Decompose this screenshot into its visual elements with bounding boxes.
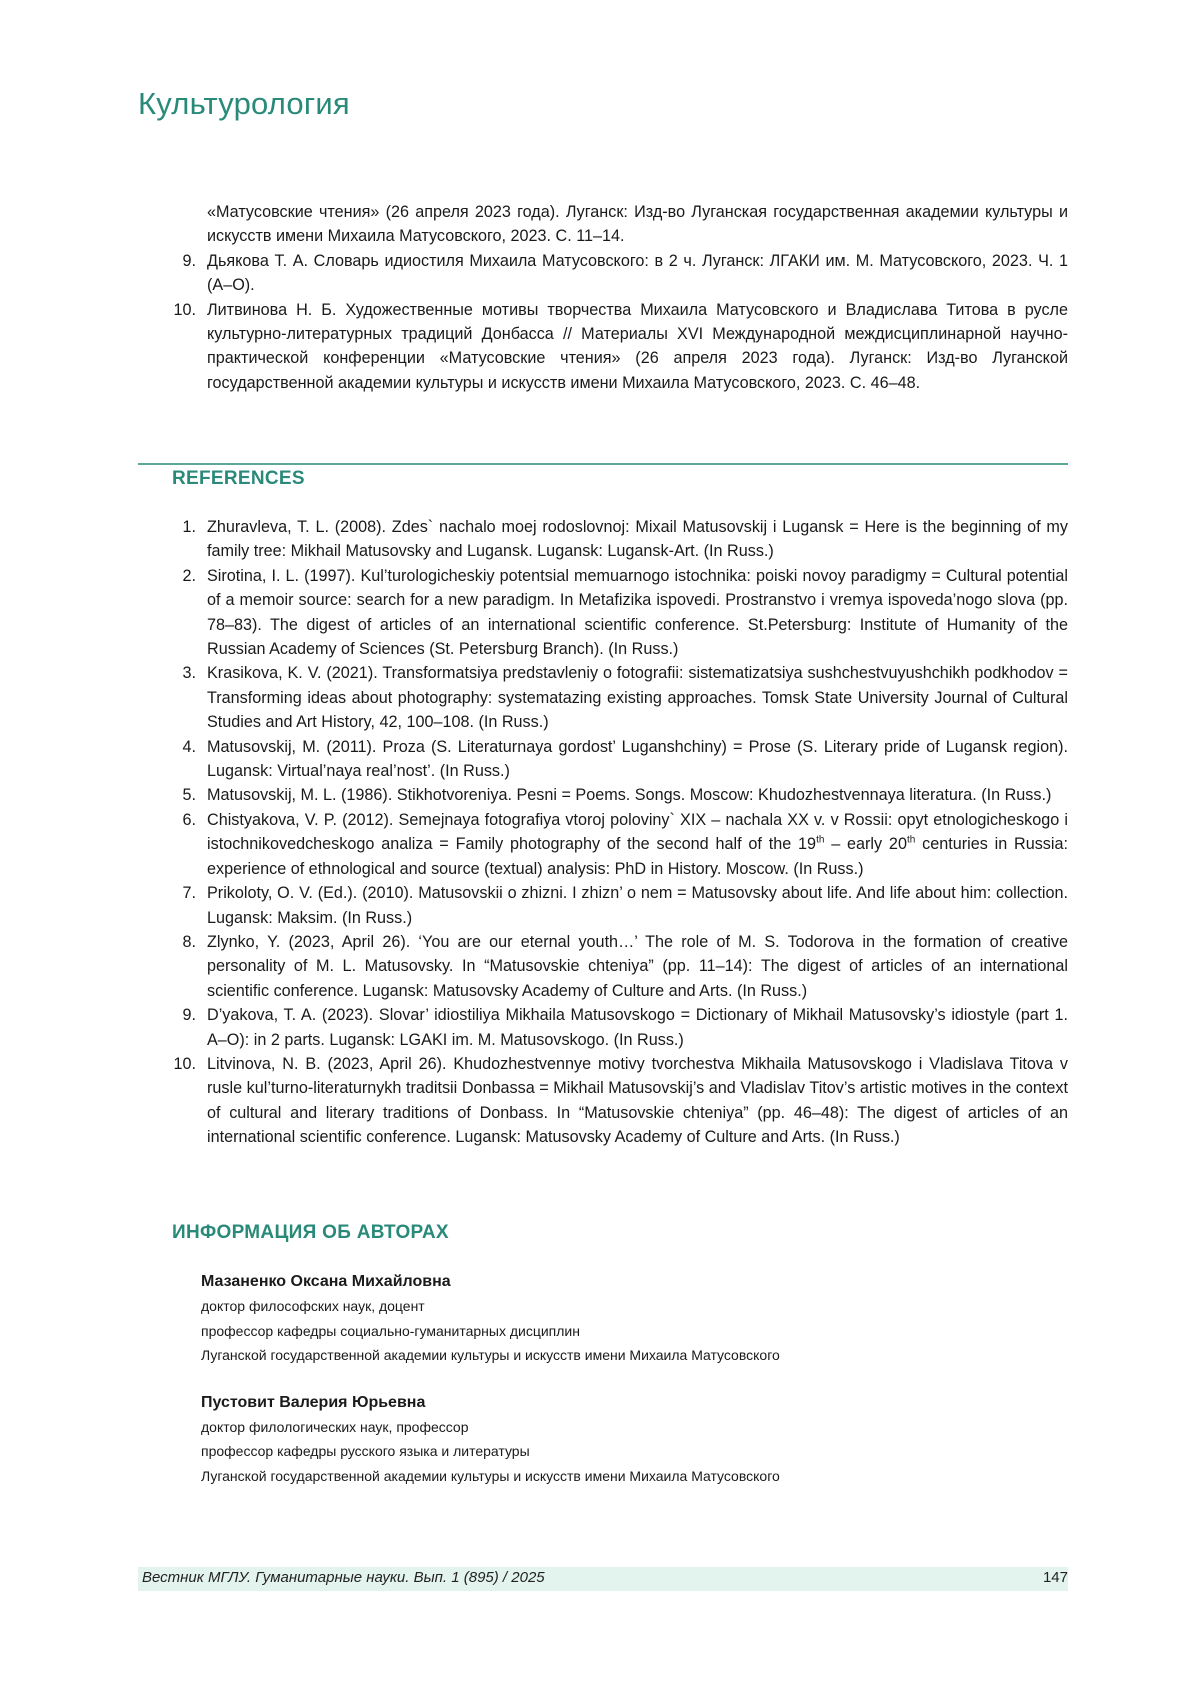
reference-number: 6. (182, 810, 196, 829)
reference-text-part: centuries in Russia: experience of ethnological and source (textual) analysis: PhD in History. Moscow. (In Russ.) (207, 835, 1068, 878)
reference-text: Zlynko, Y. (2023, April 26). ‘You are our eternal youth…’ The role of M. S. Todorova in the formation of creative personality of M. L. Matusovsky. In “Matusovskie chteniya” (pp. 11–14): The digest of articles of an international scientific conference. Lugansk: Matusovsky Academy of Culture and Arts. (In Russ.) (207, 932, 1068, 1000)
reference-item (138, 783, 1068, 807)
authors-info (201, 1270, 1061, 1511)
reference-text: Sirotina, I. L. (1997). Kul’turologicheskiy potentsial memuarnogo istochnika: poiski novoy paradigmy = Cultural potential of a memoir source: search for a new paradigm. In Metafizika ispovedi. Prostranstvo i vremya ispoveda’nogo slova (pp. 78–83). The digest of articles of an international scientific conference. St.Petersburg: Institute of Humanity of the Russian Academy of Sciences (St. Petersburg Branch). (In Russ.) (207, 566, 1068, 659)
author-position: профессор кафедры русского языка и литературы (201, 1443, 530, 1459)
reference-text (207, 811, 1068, 878)
reference-text: Matusovskij, M. L. (1986). Stikhotvoreniya. Pesni = Poems. Songs. Moscow: Khudozhestvennaya literatura. (In Russ.) (207, 786, 1052, 805)
author-organization: Луганской государственной академии культуры и искусств имени Михаила Матусовского (201, 1347, 780, 1363)
author-block (201, 1270, 1061, 1368)
reference-number: 9. (182, 251, 196, 270)
reference-number: 4. (182, 737, 196, 756)
reference-number: 5. (182, 786, 196, 805)
reference-text: Zhuravleva, T. L. (2008). Zdes` nachalo moej rodoslovnoj: Mixail Matusovskij i Lugansk = Here is the beginning of my family tree: Mikhail Matusovsky and Lugansk. Lugansk: Lugansk-Art. (In Russ.) (207, 518, 1068, 561)
reference-text: Дьякова Т. А. Словарь идиостиля Михаила Матусовского: в 2 ч. Луганск: ЛГАКИ им. М. Матусовского, 2023. Ч. 1 (А–О). (207, 251, 1068, 295)
reference-item (138, 661, 1068, 734)
russian-references-continued (138, 200, 1068, 395)
reference-item (138, 881, 1068, 930)
author-organization: Луганской государственной академии культуры и искусств имени Михаила Матусовского (201, 1467, 780, 1484)
reference-text: Krasikova, K. V. (2021). Transformatsiya predstavleniy o fotografii: sistematizatsiya sushchestvuyushchikh podkhodov = Transforming ideas about photography: systematazing existing approaches. Tomsk State University Journal of Cultural Studies and Art History, 42, 100–108. (In Russ.) (207, 664, 1068, 732)
author-name: Пустовит Валерия Юрьевна (201, 1393, 426, 1411)
references-heading: REFERENCES (172, 468, 305, 489)
reference-text: Matusovskij, M. (2011). Proza (S. Literaturnaya gordost’ Luganshchiny) = Prose (S. Literary pride of Lugansk region). Lugansk: Virtual’naya real’nost’. (In Russ.) (207, 737, 1068, 781)
reference-item (138, 249, 1068, 298)
reference-item (138, 515, 1068, 564)
reference-number: 3. (182, 664, 196, 683)
author-position: профессор кафедры социально-гуманитарных дисциплин (201, 1322, 580, 1339)
superscript: th (816, 834, 825, 846)
reference-number: 10. (173, 300, 196, 319)
reference-text-part: – early 20 (824, 835, 907, 854)
reference-number: 9. (182, 1006, 196, 1025)
reference-item (138, 735, 1068, 784)
page-number: 147 (1042, 1569, 1068, 1586)
section-header: Культурология (138, 86, 350, 121)
author-degree: доктор философских наук, доцент (201, 1298, 425, 1314)
author-degree: доктор филологических наук, профессор (201, 1418, 469, 1435)
authors-heading: ИНФОРМАЦИЯ ОБ АВТОРАХ (172, 1222, 449, 1243)
reference-item (138, 200, 1068, 249)
reference-text: Prikoloty, O. V. (Ed.). (2010). Matusovskii o zhizni. I zhizn’ o nem = Matusovsky about life. And life about him: collection. Lugansk: Maksim. (In Russ.) (207, 884, 1068, 927)
reference-item (138, 930, 1068, 1003)
reference-text-part: Chistyakova, V. P. (2012). Semejnaya fotografiya vtoroj poloviny` XIX – nachala XX v. v Rossii: opyt etnologicheskogo i istochnikovedcheskogo analiza = Family photography of the second half of the 19 (207, 810, 1068, 854)
section-divider (138, 463, 1068, 465)
author-block (201, 1391, 1061, 1489)
reference-item (138, 564, 1068, 662)
reference-text: Litvinova, N. B. (2023, April 26). Khudozhestvennye motivy tvorchestva Mikhaila Matusovskogo i Vladislava Titova v rusle kul’turno-literaturnykh traditsii Donbassa = Mikhail Matusovskij’s and Vladislav Titov’s artistic motives in the context of cultural and literary traditions of Donbass. In “Matusovskie chteniya” (pp. 46–48): The digest of articles of an international scientific conference. Lugansk: Matusovsky Academy of Culture and Arts. (In Russ.) (207, 1054, 1068, 1147)
reference-number: 7. (182, 884, 196, 903)
reference-item (138, 298, 1068, 396)
author-name: Мазаненко Оксана Михайловна (201, 1273, 451, 1290)
reference-number: 2. (182, 566, 196, 585)
reference-item (138, 1052, 1068, 1150)
superscript: th (906, 834, 916, 846)
references-list (138, 515, 1068, 1150)
reference-number: 1. (182, 518, 196, 536)
footer-journal-title: Вестник МГЛУ. Гуманитарные науки. Вып. 1 (895) / 2025 (142, 1569, 545, 1586)
reference-text: Литвинова Н. Б. Художественные мотивы творчества Михаила Матусовского и Владислава Титова в русле культурно-литературных традиций Донбасса // Материалы XVI Международной междисциплинарной научно-практической конференции «Матусовские чтения» (26 апреля 2023 года). Луганск: Изд-во Луганской государственной академии культуры и искусств имени Михаила Матусовского, 2023. С. 46–48. (207, 300, 1068, 392)
reference-number: 10. (173, 1054, 196, 1073)
reference-item (138, 808, 1068, 881)
reference-number: 8. (182, 932, 196, 951)
reference-text: «Матусовские чтения» (26 апреля 2023 года). Луганск: Изд-во Луганская государственная академии культуры и искусств имени Михаила Матусовского, 2023. С. 11–14. (207, 203, 1068, 246)
reference-item (138, 1003, 1068, 1052)
reference-text: D’yakova, T. A. (2023). Slovar’ idiostiliya Mikhaila Matusovskogo = Dictionary of Mikhail Matusovsky’s idiostyle (part 1. A–O): in 2 parts. Lugansk: LGAKI im. M. Matusovskogo. (In Russ.) (207, 1006, 1068, 1049)
